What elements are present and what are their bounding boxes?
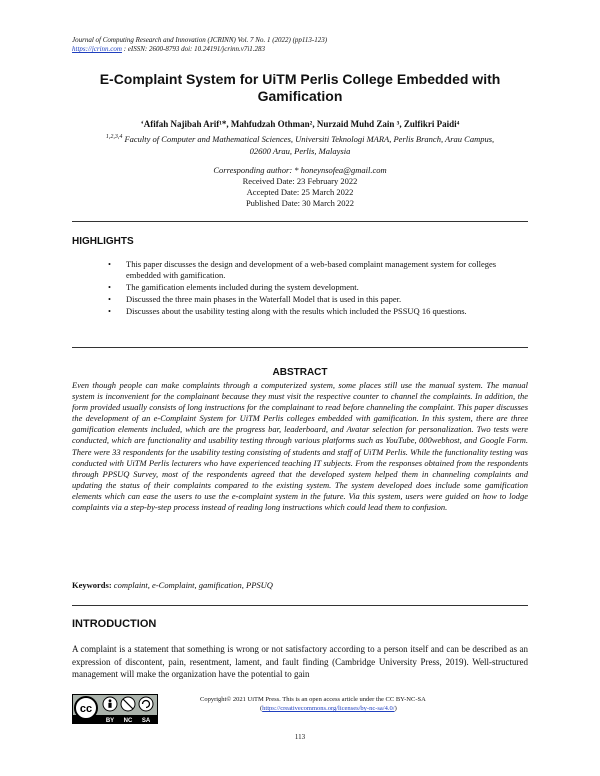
divider-middle bbox=[72, 347, 528, 348]
article-dates bbox=[72, 165, 528, 209]
cc-badge-label: cc bbox=[79, 703, 93, 715]
divider-bottom bbox=[72, 605, 528, 606]
highlight-item: • The gamification elements included during the system development. bbox=[108, 282, 528, 293]
nc-label: NC bbox=[123, 718, 133, 724]
journal-citation: Journal of Computing Research and Innovation (JCRINN) Vol. 7 No. 1 (2022) (pp113-123) bbox=[72, 36, 328, 44]
affiliation-text: Faculty of Computer and Mathematical Sciences, Universiti Teknologi MARA, Perlis Branch, Arau Campus, 02600 Arau, Perlis, Malaysia bbox=[122, 133, 495, 156]
highlight-item: • Discussed the three main phases in the Waterfall Model that is used in this paper. bbox=[108, 294, 528, 305]
divider-top bbox=[72, 221, 528, 222]
abstract-text: Even though people can make complaints through a computerized system, some places still use the manual system. The manual system is inconvenient for the complainant because they must visit the respective counter to channel the complaints. In addition, the form provided usually consists of long instructions for the complainant to read before channeling the complaint. This paper discusses the development of an e-Complaint System for UiTM Perlis colleges embedded with gamification. In this system, there are three gamification elements included, which are the progress bar, leaderboard, and Avatar selection for personalization. Two tests were conducted, which are functionality and usability testing through various platforms such as YouTube, 000webhost, and Google Form. There were 33 respondents for the usability testing consisting of students and staff of UiTM Perlis. While the functionality testing was conducted with UiTM Perlis lecturers who have experienced teaching IT subjects. From the responses obtained from the respondents through PPSUQ Survey, most of the respondents agreed that the developed system helped them in channeling complaints and updating the status of their complaints compared to the existing system. The system developed does include some gamification elements which can ease the users to use the e-complaint system in the future. Via this system, users were guided on how to lodge complaints via a step-by-step process instead of reading long instructions which could lead them to confusion. bbox=[72, 380, 528, 513]
paper-title: E-Complaint System for UiTM Perlis College Embedded with Gamification bbox=[99, 71, 501, 104]
highlight-item: • Discusses about the usability testing along with the results which included the PSSUQ 16 questions. bbox=[108, 306, 528, 317]
introduction-text: A complaint is a statement that something is wrong or not satisfactory according to a person itself and can be described as an expression of discontent, pain, resentment, lament, and fault finding (Cambridge University Press, 2019). Well-structured management will make the organization have the potential to gain bbox=[72, 644, 528, 679]
journal-url-link[interactable]: https://jcrinn.com bbox=[72, 45, 122, 53]
cc-license-badge[interactable] bbox=[72, 694, 158, 724]
license-link-line bbox=[200, 704, 426, 713]
corresponding-author: Corresponding author: * honeynsofea@gmail.com bbox=[213, 165, 387, 175]
license-paren-open: ( bbox=[260, 705, 263, 712]
abstract-heading: ABSTRACT bbox=[272, 367, 328, 378]
highlight-item: • This paper discusses the design and development of a web-based complaint management system for colleges embedded with gamification. bbox=[108, 259, 528, 281]
page-number: 113 bbox=[294, 733, 306, 741]
journal-ids bbox=[72, 45, 327, 54]
sa-icon bbox=[139, 697, 153, 711]
license-url-link[interactable]: https://creativecommons.org/licenses/by-nc-sa/4.0/ bbox=[262, 705, 395, 712]
by-label: BY bbox=[105, 718, 115, 724]
author-list: ‘Afifah Najibah Arif¹*, Mahfudzah Othman², Nurzaid Muhd Zain ³, Zulfikri Paidi⁴ bbox=[140, 119, 460, 129]
license-paren-close: ) bbox=[394, 705, 397, 712]
published-date: Published Date: 30 March 2022 bbox=[245, 198, 355, 208]
affiliation bbox=[100, 131, 500, 157]
accepted-date: Accepted Date: 25 March 2022 bbox=[246, 187, 354, 197]
affiliation-superscript: 1,2,3,4 bbox=[105, 134, 123, 140]
journal-header bbox=[72, 36, 327, 54]
copyright-text: Copyright© 2021 UiTM Press. This is an open access article under the CC BY-NC-SA bbox=[200, 696, 426, 703]
received-date: Received Date: 23 February 2022 bbox=[242, 176, 358, 186]
highlights-heading: HIGHLIGHTS bbox=[72, 236, 134, 247]
sa-label: SA bbox=[141, 718, 151, 724]
introduction-heading: INTRODUCTION bbox=[72, 618, 157, 630]
keywords-value: complaint, e-Complaint, gamification, PPSUQ bbox=[111, 580, 273, 590]
journal-issn-doi: : eISSN: 2600-8793 doi: 10.24191/jcrinn.v7i1.283 bbox=[121, 45, 266, 53]
copyright-notice bbox=[200, 695, 426, 713]
highlights-list bbox=[108, 259, 528, 318]
keywords-label: Keywords: bbox=[72, 580, 112, 590]
keywords bbox=[72, 580, 273, 590]
